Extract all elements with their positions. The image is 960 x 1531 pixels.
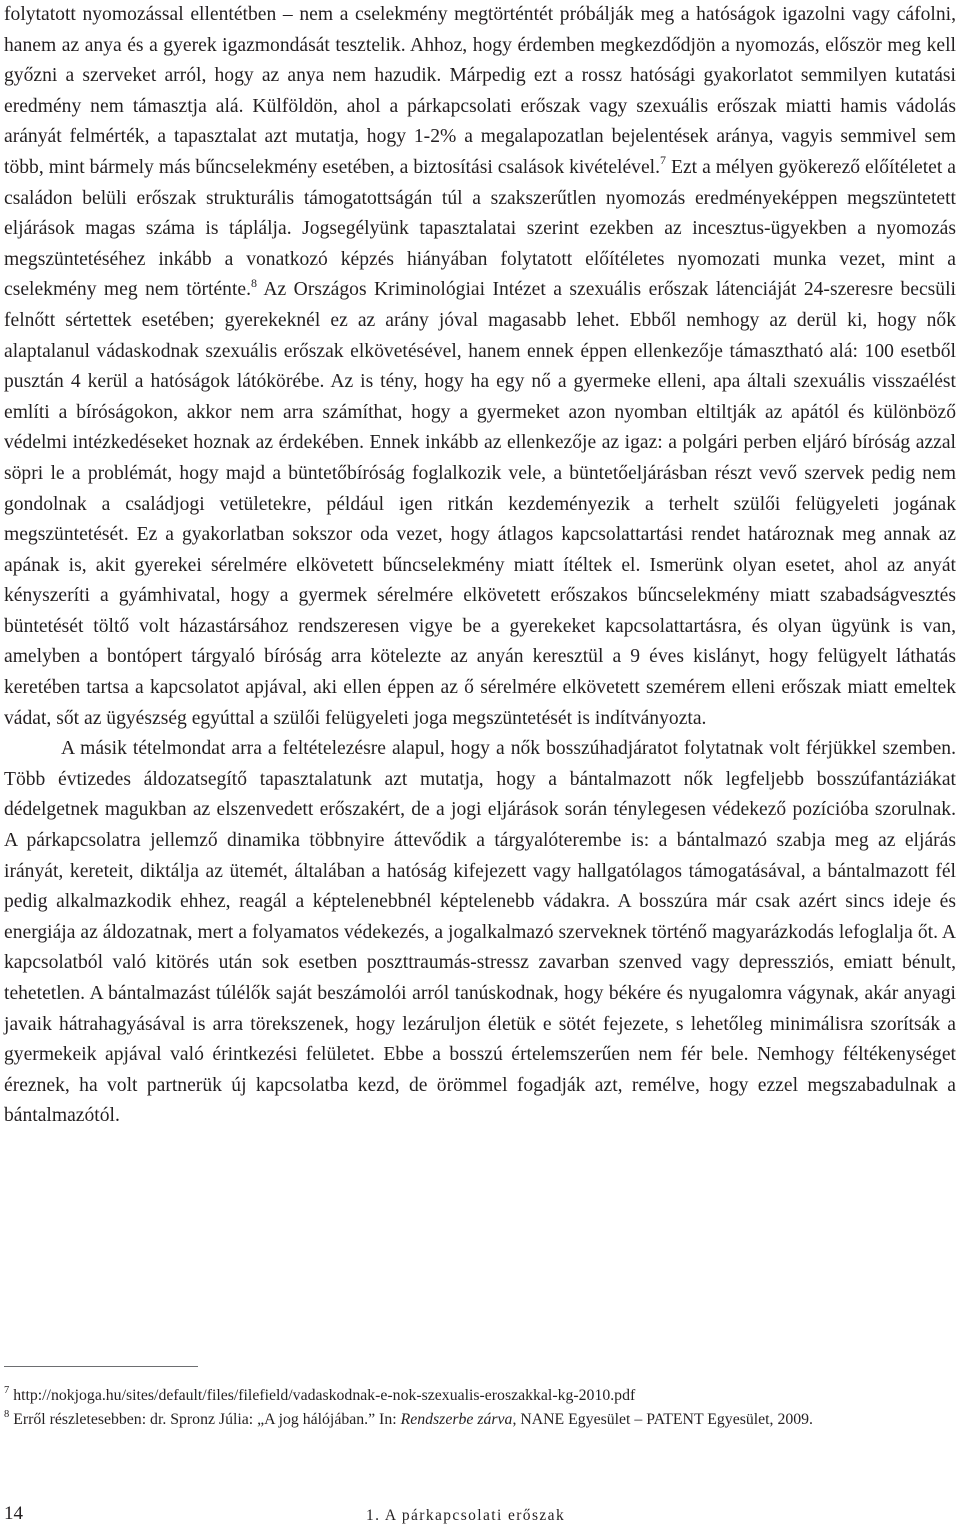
footnote-number: 7 — [4, 1384, 10, 1396]
footnote-ref-7: 7 — [660, 153, 666, 168]
running-title: 1. A párkapcsolati erőszak — [366, 1507, 566, 1524]
paragraph-1-part-2: Ezt a mélyen gyökerező előítéletet a családon belüli erőszak strukturális támogatottságán túl a szakszerűtlen nyomozás eredményeképpen megszüntetett eljárások magas száma is táplálja. Jogsegélyünk tapasztalatai szerint ezekben az incesztus-ügyekben a nyomozás megszüntetéséhez inkább a vonatkozó képzés hiányában folytatott előítéletes nyomozati munka vezet, mint a cselekmény meg nem történte. — [4, 156, 956, 301]
footnote-8 — [4, 1408, 956, 1432]
footnote-7 — [4, 1384, 956, 1408]
footnotes — [4, 1384, 956, 1432]
paragraph-2: A másik tételmondat arra a feltételezésre alapul, hogy a nők bosszúhadjáratot folytatnak volt férjükkel szemben. Több évtizedes áldozatsegítő tapasztalatunk azt mutatja, hogy a bántalmazott nők legfeljebb bosszúfantáziákat dédelgetnek magukban az elszenvedett erőszakért, de a jogi eljárások során ténylegesen védekező pozícióba szorulnak. A párkapcsolatra jellemző dinamika többnyire áttevődik a tárgyalóterembe is: a bántalmazó szabja meg az eljárás irányát, kereteit, diktálja az ütemét, általában a hatóság kifejezett vagy hallgatólagos támogatásával, a bántalmazott fél pedig alkalmazkodik ehhez, reagál a képtelenebbnél képtelenebb vádakra. A bosszúra már csak azért sincs ideje és energiája az áldozatnak, mert a folyamatos védekezés, a jogalkalmazó szerveknek történő magyarázkodás lefoglalja őt. A kapcsolatból való kitörés után sok esetben poszttraumás-stressz zavarban szenved vagy depressziós, emiatt bénult, tehetetlen. A bántalmazást túlélők saját beszámolói arról tanúskodnak, hogy békére és nyugalomra vágynak, akár anyagi javaik hátrahagyásával is arra törekszenek, hogy lezáruljon életük e sötét fejezete, s lehetőleg minimálisra szorítsák a gyermekeik apjával való érintkezési felületet. Ebbe a bosszú értelemszerűen nem fér bele. Nemhogy féltékenységet éreznek, ha volt partnerük új kapcsolatba kezd, de örömmel fogadják azt, remélve, hogy ezzel megszabadulnak a bántalmazótól. — [4, 738, 956, 1127]
footnote-url: http://nokjoga.hu/sites/default/files/filefield/vadaskodnak-e-nok-szexualis-eroszakkal-kg-2010.pdf — [13, 1387, 636, 1404]
footnote-text: Erről részletesebben: dr. Spronz Júlia: „A jog hálójában.” In: — [13, 1411, 401, 1428]
footnote-ref-8: 8 — [251, 275, 258, 290]
paragraph-1-part-3: Az Országos Kriminológiai Intézet a szexuális erőszak látenciáját 24-szeresre becsüli felnőtt sértettek esetében; gyerekeknél ez az arány jóval magasabb lehet. Ebből nemhogy az derül ki, hogy nők alaptalanul vádaskodnak szexuális erőszak elkövetésével, hanem ennek éppen ellenkezője támasztható alá: 100 esetből pusztán 4 kerül a hatóságok látókörébe. Az is tény, hogy ha egy nő a gyermeke elleni, apa általi szexuális visszaélést említi a bíróságokon, akkor nem arra számíthat, hogy a gyermeket azon nyomban eltiltják az apától és különböző védelmi intézkedéseket hoznak az érdekében. Ennek inkább az ellenkezője az igaz: a polgári perben eljáró bíróság azzal söpri le a problémát, hogy majd a büntetőbíróság foglalkozik vele, a büntetőeljárásban részt vevő szervek pedig nem gondolnak a családjogi vetületekre, például igen ritkán kezdeményezik a terhelt szülői felügyeleti jogának megszüntetését. Ez a gyakorlatban sokszor oda vezet, hogy átlagos kapcsolattartási rendet határoznak meg annak az apának is, akit gyerekei sérelmére elkövetett bűncselekmény miatt ítéltek el. Ismerünk olyan esetet, ahol az anyát kényszeríti a gyámhivatal, hogy a gyermek sérelmére elkövetett erőszakos bűncselekmény miatt szabadságvesztés büntetését töltő volt házastársához rendszeresen vigye be a gyerekeket kapcsolattartásra, és olyan ügyünk is van, amelyben a bontópert tárgyaló bíróság arra kötelezte az anyán keresztül a 9 éves kislányt, hogy felügyelt láthatás keretében tartsa a kapcsolatot apjával, aki ellen éppen az ő sérelmére elkövetett szemérem elleni erőszak miatt emeltek vádat, sőt az ügyészség egyúttal a szülői felügyeleti joga megszüntetését is indítványozta. — [4, 279, 956, 729]
paragraph-1 — [4, 0, 956, 734]
footnote-divider — [4, 1366, 198, 1367]
footnote-number: 8 — [4, 1408, 10, 1420]
page-footer — [4, 1502, 956, 1530]
page-number: 14 — [4, 1503, 23, 1524]
footnote-text-end: , NANE Egyesület – PATENT Egyesület, 2009. — [512, 1411, 813, 1428]
body-text — [4, 0, 956, 1132]
footnote-book-title: Rendszerbe zárva — [400, 1411, 513, 1428]
paragraph-1-part-1: folytatott nyomozással ellentétben – nem a cselekmény megtörténtét próbálják meg a hatóságok igazolni vagy cáfolni, hanem az anya és a gyerek igazmondását tesztelik. Ahhoz, hogy érdemben megkezdődjön a nyomozás, először meg kell győzni a szerveket arról, hogy az anya nem hazudik. Márpedig ezt a rossz hatósági gyakorlatot semmilyen kutatási eredmény nem támasztja alá. Külföldön, ahol a párkapcsolati erőszak vagy szexuális erőszak miatti hamis vádolás arányát felmérték, a tapasztalat azt mutatja, hogy 1-2% a megalapozatlan bejelentések aránya, vagyis semmivel sem több, mint bármely más bűncselekmény esetében, a biztosítási csalások kivételével. — [4, 4, 956, 178]
